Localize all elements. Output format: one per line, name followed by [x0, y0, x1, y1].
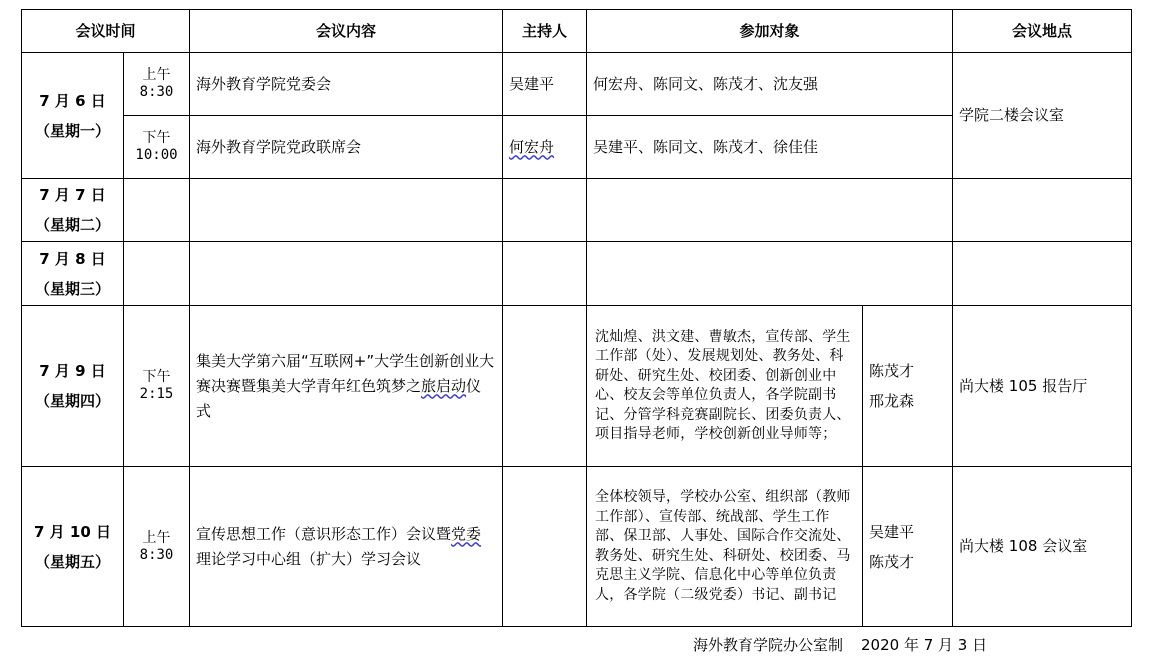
time-cell — [124, 306, 190, 467]
host-name: 邢龙森 — [869, 392, 915, 410]
weekday-label: （星期二） — [34, 216, 110, 234]
header-time: 会议时间 — [22, 10, 190, 53]
meeting-location: 尚大楼 108 会议室 — [953, 467, 1132, 627]
footer-date: 2020 年 7 月 3 日 — [861, 636, 988, 654]
schedule-sheet — [21, 9, 1131, 627]
header-attendees: 参加对象 — [587, 10, 953, 53]
time-cell — [124, 116, 190, 179]
empty-cell — [124, 242, 190, 306]
meeting-schedule-table — [21, 9, 1132, 627]
empty-cell — [124, 179, 190, 242]
content-text: 宣传思想工作（意识形态工作）会议暨 — [196, 524, 452, 543]
date-cell-thu — [22, 306, 124, 467]
date-cell-fri — [22, 467, 124, 627]
clock-label: 8:30 — [139, 84, 174, 100]
content-text-marked: 旅启动 — [421, 376, 467, 395]
meeting-hosts — [863, 306, 953, 467]
header-content: 会议内容 — [190, 10, 503, 53]
meeting-content — [190, 306, 503, 467]
ampm-label: 下午 — [142, 130, 171, 146]
host-name: 何宏舟 — [509, 137, 555, 156]
meeting-attendees: 全体校领导，学校办公室、组织部（教师工作部）、宣传部、统战部、学生工作部、保卫部、人事处、国际合作交流处、教务处、研究生处、科研处、校团委、马克思主义学院、信息化中心等单位负责人，各学院（二级党委）书记、副书记 — [587, 467, 863, 627]
time-cell — [124, 467, 190, 627]
weekday-label: （星期三） — [34, 279, 110, 298]
time-cell — [124, 53, 190, 116]
ampm-label: 上午 — [142, 529, 171, 546]
table-row — [22, 242, 1132, 306]
content-text-end: 理论学习中心组（扩大）学习会议 — [196, 549, 422, 568]
clock-label: 10:00 — [135, 147, 178, 163]
weekday-label: （星期一） — [34, 121, 110, 140]
empty-cell — [587, 242, 953, 306]
weekday-label: （星期四） — [34, 392, 110, 410]
host-name: 陈茂才 — [869, 552, 915, 571]
date-cell-tue — [22, 179, 124, 242]
meeting-location: 学院二楼会议室 — [953, 53, 1132, 179]
date-label: 7 月 10 日 — [34, 522, 111, 541]
empty-cell — [503, 306, 587, 467]
footer-note — [693, 634, 1005, 655]
clock-label: 8:30 — [139, 546, 174, 563]
content-text: 集美大学第六届“互联网+”大学生创新创业大赛决赛暨集美大学青年红色筑梦之 — [196, 351, 495, 395]
footer-office: 海外教育学院办公室制 — [693, 636, 844, 654]
meeting-content — [190, 467, 503, 627]
host-name: 吴建平 — [869, 522, 915, 541]
table-row — [22, 467, 1132, 627]
ampm-label: 上午 — [142, 67, 171, 83]
meeting-content: 海外教育学院党委会 — [190, 53, 503, 116]
header-row — [22, 10, 1132, 53]
empty-cell — [587, 179, 953, 242]
meeting-content: 海外教育学院党政联席会 — [190, 116, 503, 179]
date-label: 7 月 7 日 — [39, 186, 106, 204]
content-text-marked: 党委 — [451, 524, 482, 543]
table-row — [22, 306, 1132, 467]
host-name: 陈茂才 — [869, 362, 915, 380]
meeting-host — [503, 116, 587, 179]
meeting-attendees: 沈灿煌、洪文建、曹敏杰，宣传部、学生工作部（处）、发展规划处、教务处、科研处、研究生处、校团委、创新创业中心、校友会等单位负责人，各学院副书记、分管学科竞赛副院长、团委负责人、项目指导老师，学校创新创业导师等； — [587, 306, 863, 467]
meeting-attendees: 何宏舟、陈同文、陈茂才、沈友强 — [587, 53, 953, 116]
empty-cell — [953, 179, 1132, 242]
meeting-attendees: 吴建平、陈同文、陈茂才、徐佳佳 — [587, 116, 953, 179]
empty-cell — [190, 179, 503, 242]
content-text-end: 仪式 — [196, 376, 482, 420]
date-cell-wed — [22, 242, 124, 306]
date-label: 7 月 6 日 — [39, 91, 106, 110]
table-row — [22, 53, 1132, 116]
header-host: 主持人 — [503, 10, 587, 53]
empty-cell — [503, 467, 587, 627]
empty-cell — [503, 242, 587, 306]
header-location: 会议地点 — [953, 10, 1132, 53]
table-row — [22, 179, 1132, 242]
meeting-hosts — [863, 467, 953, 627]
date-label: 7 月 9 日 — [39, 362, 106, 380]
clock-label: 2:15 — [139, 386, 174, 402]
date-cell-mon — [22, 53, 124, 179]
ampm-label: 下午 — [142, 369, 171, 385]
empty-cell — [953, 242, 1132, 306]
empty-cell — [190, 242, 503, 306]
meeting-host: 吴建平 — [503, 53, 587, 116]
date-label: 7 月 8 日 — [39, 249, 106, 268]
empty-cell — [503, 179, 587, 242]
weekday-label: （星期五） — [34, 552, 110, 571]
meeting-location: 尚大楼 105 报告厅 — [953, 306, 1132, 467]
